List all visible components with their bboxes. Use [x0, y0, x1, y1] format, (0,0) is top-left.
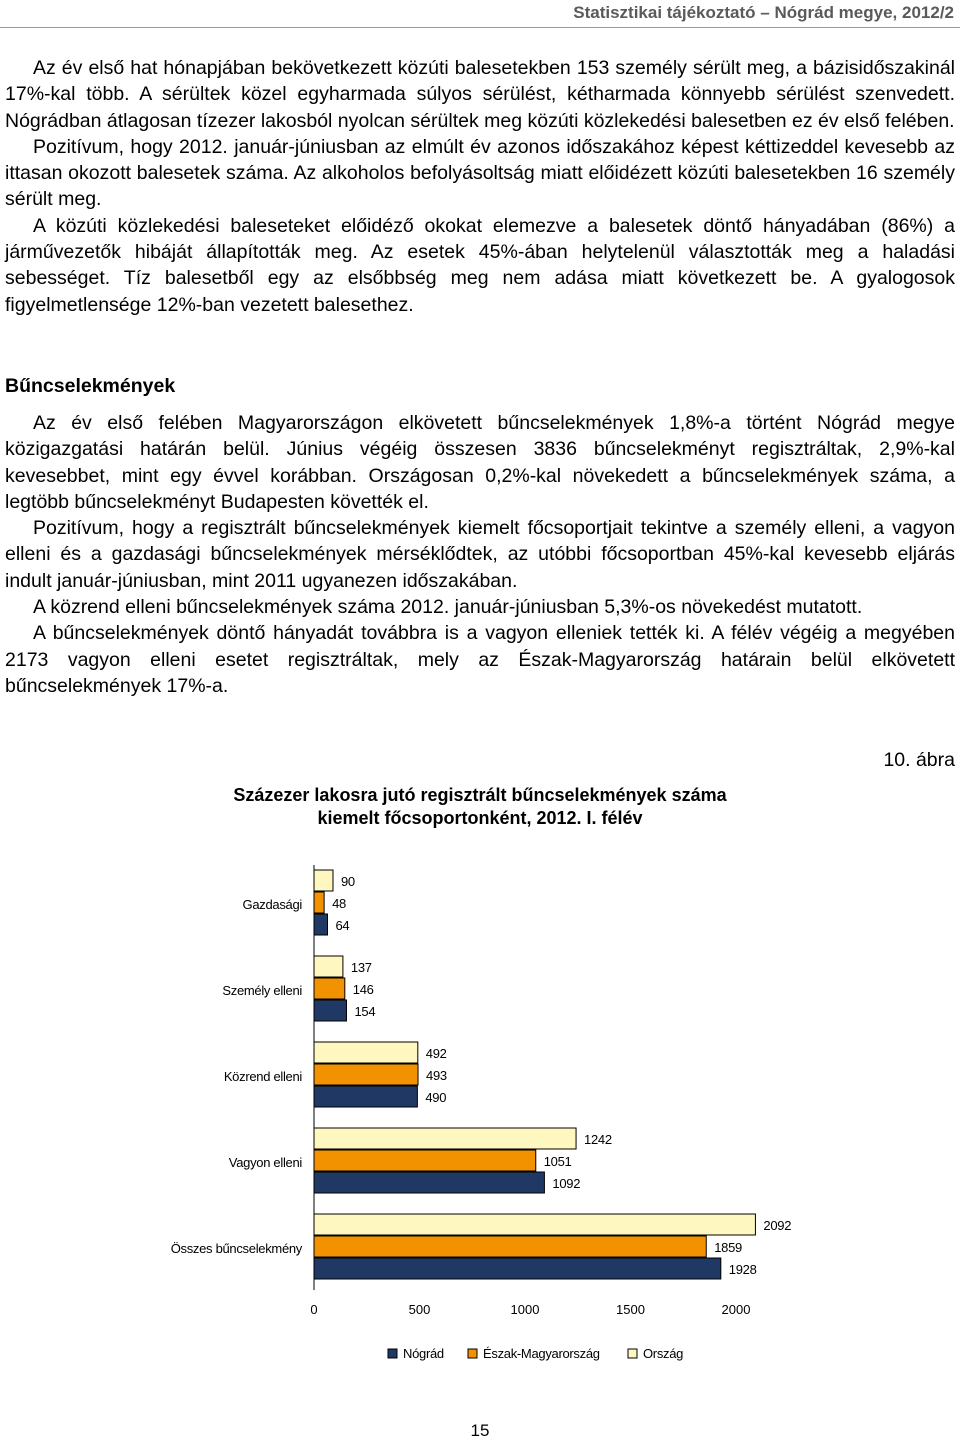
x-tick-label: 1000 [510, 1302, 540, 1317]
paragraph: Az év első felében Magyarországon elkövetett bűncselekmények 1,8%-a történt Nógrád megye közigazgatási határán belül. Június végéig összesen 3836 bűncselekményt regisztráltak, 2,9%-kal kevesebbet, mint egy évvel korábban. Országosan 0,2%-kal növekedett a bűncselekmények száma, a legtöbb bűncselekményt Budapesten követték el. [5, 412, 955, 513]
bar [314, 978, 345, 999]
data-label: 137 [350, 960, 372, 975]
chart-title-line1: Százezer lakosra jutó regisztrált bűncselekmények száma [233, 785, 727, 805]
bar [314, 1128, 576, 1149]
figure-label: 10. ábra [883, 749, 955, 771]
page-number: 15 [470, 1421, 490, 1440]
data-label: 64 [335, 918, 350, 933]
bar [314, 956, 343, 977]
data-label: 490 [425, 1090, 447, 1105]
page-header [0, 0, 960, 30]
bar [314, 1172, 544, 1193]
category-label: Vagyon elleni [228, 1155, 302, 1170]
data-label: 492 [425, 1046, 447, 1061]
bar [314, 1236, 706, 1257]
data-label: 2092 [763, 1218, 792, 1233]
bar [314, 892, 324, 913]
bar [314, 1214, 755, 1235]
x-tick-label: 500 [408, 1302, 431, 1317]
data-label: 154 [354, 1004, 376, 1019]
legend-label: Nógrád [403, 1346, 444, 1361]
bar [314, 1258, 721, 1279]
category-label: Gazdasági [242, 897, 302, 912]
data-label: 1242 [584, 1132, 612, 1147]
header-rule [0, 27, 960, 28]
data-label: 1859 [714, 1240, 742, 1255]
data-label: 1051 [543, 1154, 572, 1169]
paragraph: Az év első hat hónapjában bekövetkezett közúti balesetekben 153 személy sérült meg, a bázisidőszakinál 17%-kal több. A sérültek közel egyharmada súlyos sérülést, kétharmada könnyebb sérülést szenvedett. Nógrádban átlagosan tízezer lakosból nyolcan sérültek meg közúti közlekedési balesetben ez év első felében. [5, 57, 955, 132]
paragraph: Pozitívum, hogy 2012. január-júniusban az elmúlt év azonos időszakához képest kéttizeddel kevesebb az ittasan okozott balesetek száma. Az alkoholos befolyásoltság miatt előidézett közúti balesetekben 16 személy sérült meg. [5, 135, 955, 211]
bar [314, 1042, 418, 1063]
category-label: Összes bűncselekmény [170, 1241, 302, 1256]
category-label: Személy elleni [222, 983, 302, 998]
traffic-section [5, 55, 955, 318]
bar [314, 914, 328, 935]
bar [314, 1150, 536, 1171]
data-label: 493 [426, 1068, 447, 1083]
data-label: 48 [332, 896, 347, 911]
data-label: 146 [352, 982, 374, 997]
legend-swatch [628, 1349, 637, 1358]
bar [314, 1000, 346, 1021]
category-label: Közrend elleni [223, 1069, 302, 1084]
legend-swatch [388, 1349, 397, 1358]
crime-bar-chart [0, 860, 960, 1380]
paragraph: A közúti közlekedési baleseteket előidéző okokat elemezve a balesetek döntő hányadában (86%) a járművezetők hibáját állapították meg. Az esetek 45%-ában helytelenül választották meg a haladási sebességet. Tíz balesetből egy az elsőbbség meg nem adása miatt következett be. A gyalogosok figyelmetlensége 12%-ban vezetett balesethez. [5, 214, 955, 316]
bar [314, 1086, 417, 1107]
data-label: 90 [340, 874, 355, 889]
paragraph: A bűncselekmények döntő hányadát továbbra is a vagyon elleniek tették ki. A félév végéig a megyében 2173 vagyon elleni esetet regisztráltak, mely az Észak-Magyarország határain belül elkövetett bűncselekmények 17%-a. [5, 622, 955, 697]
legend-label: Észak-Magyarország [483, 1346, 600, 1361]
x-tick-label: 1500 [616, 1302, 645, 1317]
x-tick-label: 0 [310, 1302, 318, 1317]
paragraph: Pozitívum, hogy a regisztrált bűncselekmények kiemelt főcsoportjait tekintve a személy elleni, a vagyon elleni és a gazdasági bűncselekmények mérséklődtek, az utóbbi főcsoportban 45%-kal kevesebb eljárás indult január-júniusban, mint 2011 ugyanezen időszakában. [5, 517, 955, 592]
legend-swatch [468, 1349, 477, 1358]
bar [314, 1064, 418, 1085]
legend-label: Ország [643, 1346, 684, 1361]
data-label: 1928 [728, 1262, 757, 1277]
header-title: Statisztikai tájékoztató – Nógrád megye, 2012/2 [573, 3, 954, 22]
data-label: 1092 [552, 1176, 581, 1191]
chart-title-line2: kiemelt főcsoportonként, 2012. I. félév [317, 808, 643, 828]
bar [314, 870, 333, 891]
paragraph: A közrend elleni bűncselekmények száma 2012. január-júniusban 5,3%-os növekedést mutatott. [33, 596, 863, 619]
crime-section [5, 410, 955, 699]
section-heading: Bűncselekmények [5, 375, 176, 397]
chart-title [180, 784, 780, 830]
x-tick-label: 2000 [721, 1302, 751, 1317]
